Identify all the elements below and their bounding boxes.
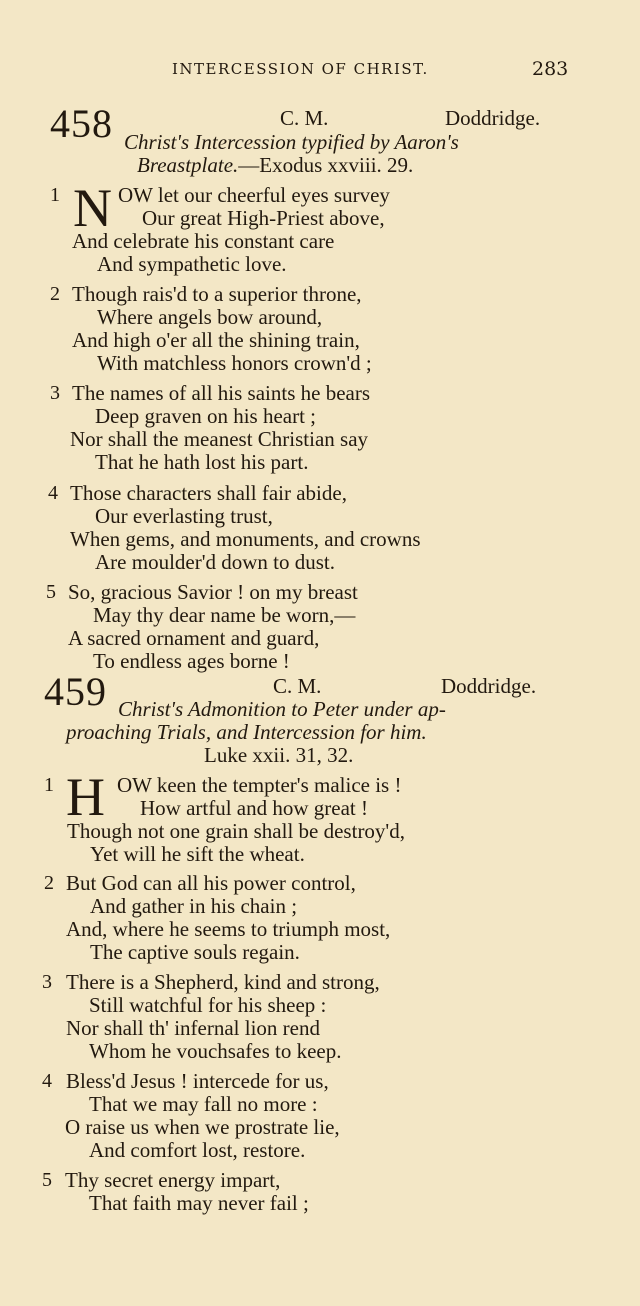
verse-number: 5 <box>42 1169 52 1191</box>
verse-number: 5 <box>46 581 56 603</box>
verse-number: 1 <box>44 774 54 796</box>
verse-line: Whom he vouchsafes to keep. <box>89 1039 342 1063</box>
verse-line: O raise us when we prostrate lie, <box>65 1115 340 1139</box>
verse-line: Our everlasting trust, <box>95 504 273 528</box>
verse-number: 4 <box>42 1070 52 1092</box>
verse-line: But God can all his power control, <box>66 871 356 895</box>
verse-line: OW keen the tempter's malice is ! <box>117 773 402 797</box>
verse-line: Bless'd Jesus ! intercede for us, <box>66 1069 329 1093</box>
verse-line: Are moulder'd down to dust. <box>95 550 336 574</box>
verse-line: A sacred ornament and guard, <box>68 626 320 650</box>
hymn-author: Doddridge. <box>441 674 537 698</box>
verse-line: That he hath lost his part. <box>95 450 309 474</box>
verse-line: And celebrate his constant care <box>72 229 335 253</box>
hymn-author: Doddridge. <box>445 106 541 130</box>
verse-line: And gather in his chain ; <box>90 894 298 918</box>
verse-line: To endless ages borne ! <box>93 649 290 673</box>
verse-line: And sympathetic love. <box>97 252 287 276</box>
hymn-subtitle-reference: Breastplate.—Exodus xxviii. 29. <box>137 153 414 177</box>
verse-line: And comfort lost, restore. <box>89 1138 306 1162</box>
verse-line: May thy dear name be worn,— <box>93 603 356 627</box>
verse-line: Yet will he sift the wheat. <box>90 842 305 866</box>
verse-line: Though rais'd to a superior throne, <box>72 282 362 306</box>
verse-line: Though not one grain shall be destroy'd, <box>67 819 405 843</box>
verse-line: The captive souls regain. <box>90 940 300 964</box>
verse-line: Thy secret energy impart, <box>65 1168 281 1192</box>
page-number: 283 <box>532 58 569 80</box>
hymn-subtitle: Christ's Intercession typified by Aaron's <box>124 130 459 154</box>
hymn-subtitle: proaching Trials, and Intercession for him. <box>66 720 427 744</box>
drop-cap: N <box>73 178 112 238</box>
hymn-number: 458 <box>50 101 113 146</box>
running-header: INTERCESSION OF CHRIST. <box>172 60 429 78</box>
verse-line: Those characters shall fair abide, <box>70 481 347 505</box>
verse-line: That we may fall no more : <box>89 1092 318 1116</box>
verse-line: Still watchful for his sheep : <box>89 993 327 1017</box>
hymn-meter: C. M. <box>280 106 329 130</box>
verse-line: With matchless honors crown'd ; <box>97 351 372 375</box>
verse-line: That faith may never fail ; <box>89 1191 309 1215</box>
verse-number: 2 <box>50 283 60 305</box>
hymn-meter: C. M. <box>273 674 322 698</box>
verse-line: So, gracious Savior ! on my breast <box>68 580 358 604</box>
verse-line: Nor shall th' infernal lion rend <box>66 1016 320 1040</box>
drop-cap: H <box>66 767 105 827</box>
verse-line: Our great High-Priest above, <box>142 206 385 230</box>
verse-line: And high o'er all the shining train, <box>72 328 360 352</box>
verse-line: And, where he seems to triumph most, <box>66 917 391 941</box>
verse-line: Where angels bow around, <box>97 305 323 329</box>
verse-number: 4 <box>48 482 58 504</box>
verse-line: There is a Shepherd, kind and strong, <box>66 970 380 994</box>
verse-number: 2 <box>44 872 54 894</box>
hymn-subtitle-reference: Luke xxii. 31, 32. <box>204 743 354 767</box>
verse-number: 1 <box>50 184 60 206</box>
verse-line: The names of all his saints he bears <box>72 381 370 405</box>
verse-line: Nor shall the meanest Christian say <box>70 427 369 451</box>
verse-line: When gems, and monuments, and crowns <box>70 527 421 551</box>
verse-line: OW let our cheerful eyes survey <box>118 183 390 207</box>
hymn-subtitle: Christ's Admonition to Peter under ap- <box>118 697 446 721</box>
hymn-number: 459 <box>44 669 107 714</box>
verse-line: Deep graven on his heart ; <box>95 404 317 428</box>
verse-number: 3 <box>50 382 60 404</box>
verse-line: How artful and how great ! <box>140 796 369 820</box>
verse-number: 3 <box>42 971 52 993</box>
